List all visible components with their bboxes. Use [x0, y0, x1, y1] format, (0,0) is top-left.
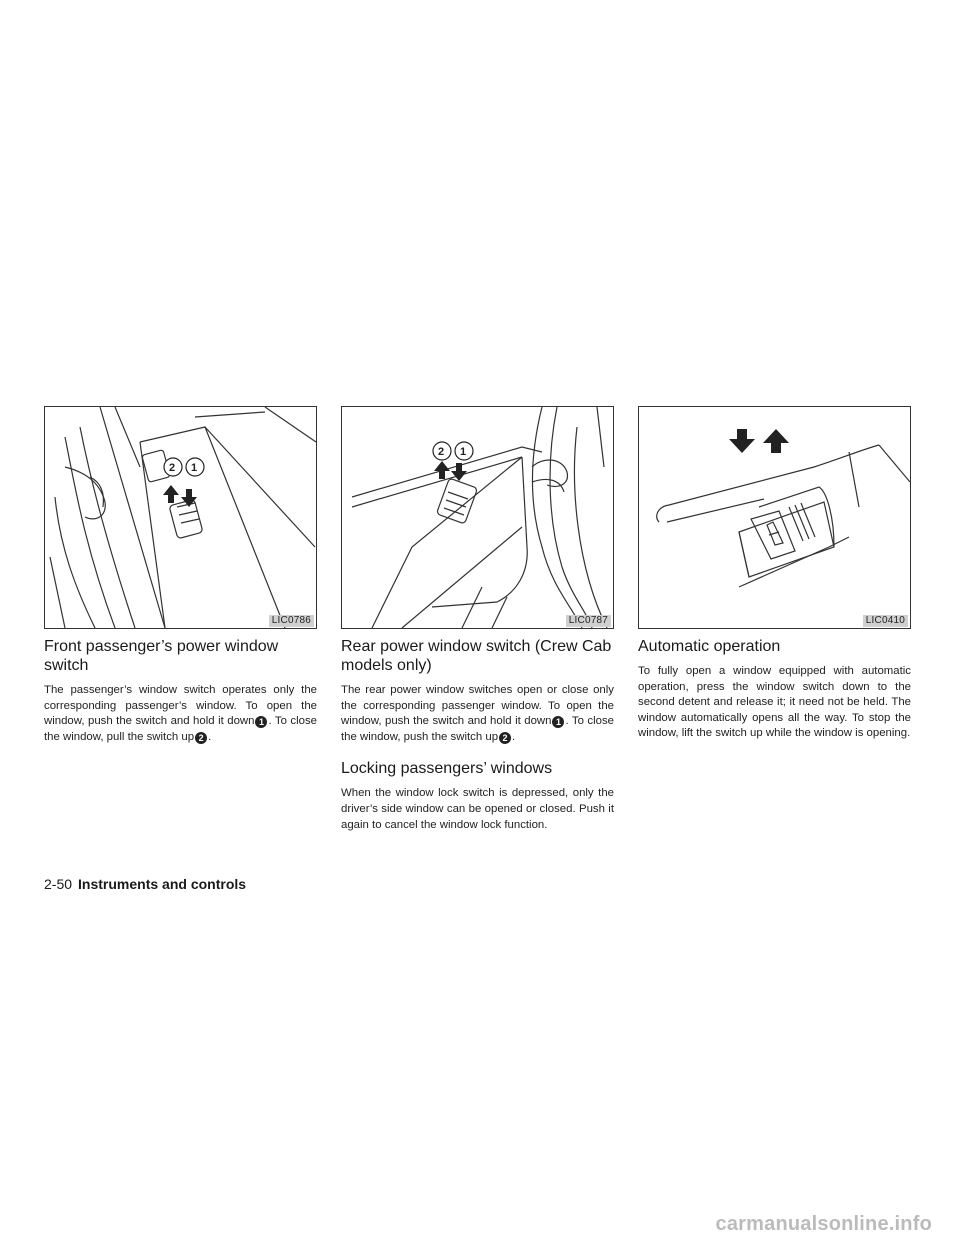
illustration-auto-switch: [639, 407, 910, 628]
figure-code: LIC0787: [566, 615, 611, 627]
callout-1-label: 1: [191, 462, 198, 474]
section-title: Instruments and controls: [78, 876, 247, 892]
callout-2-icon: 2: [195, 732, 207, 744]
column-rear-window: [341, 406, 614, 833]
callout-1-icon: 1: [552, 716, 564, 728]
callout-2-label: 2: [438, 446, 445, 458]
section-paragraph: [341, 683, 614, 745]
watermark: carmanualsonline.info: [715, 1213, 932, 1235]
subsection-heading: Locking passengers’ windows: [341, 760, 553, 778]
section-heading: Front passenger’s power window switch: [44, 638, 279, 674]
paragraph-text: . To close the window, pull the switch up: [44, 715, 317, 743]
page-number: 2-50: [44, 876, 73, 892]
paragraph-text: . To close the window, push the switch up: [341, 715, 614, 743]
illustration-front-passenger-door: [45, 407, 316, 628]
callout-2-icon: 2: [499, 732, 511, 744]
paragraph-text: .: [208, 730, 212, 743]
figure-front-passenger-switch: [44, 406, 317, 629]
section-heading: Automatic operation: [638, 638, 781, 655]
section-heading: Rear power window switch (Crew Cab models only): [341, 638, 612, 674]
section-paragraph: [44, 683, 317, 745]
figure-code: LIC0410: [863, 615, 908, 627]
figure-code: LIC0786: [269, 615, 314, 627]
column-front-passenger: [44, 406, 317, 745]
page-footer: [44, 876, 246, 892]
column-automatic-operation: [638, 406, 911, 742]
paragraph-text: The rear power window switches open or close only the corresponding passenger window. To open the window, push the switch and hold it down: [341, 684, 614, 728]
figure-automatic-switch: [638, 406, 911, 629]
paragraph-text: The passenger’s window switch operates only the corresponding passenger’s window. To open the window, push the switch and hold it down: [44, 684, 317, 728]
paragraph-text: .: [512, 730, 516, 743]
section-paragraph: To fully open a window equipped with automatic operation, press the window switch down to the second detent and release it; it need not be held. The window automatically opens all the way. To stop the window, lift the switch up while the window is opening.: [638, 665, 911, 740]
callout-1-label: 1: [460, 446, 467, 458]
callout-2-label: 2: [169, 462, 176, 474]
illustration-rear-door: [342, 407, 613, 628]
callout-1-icon: 1: [255, 716, 267, 728]
figure-rear-window-switch: [341, 406, 614, 629]
subsection-paragraph: When the window lock switch is depressed, only the driver’s side window can be opened or closed. Push it again to cancel the window lock function.: [341, 787, 614, 831]
